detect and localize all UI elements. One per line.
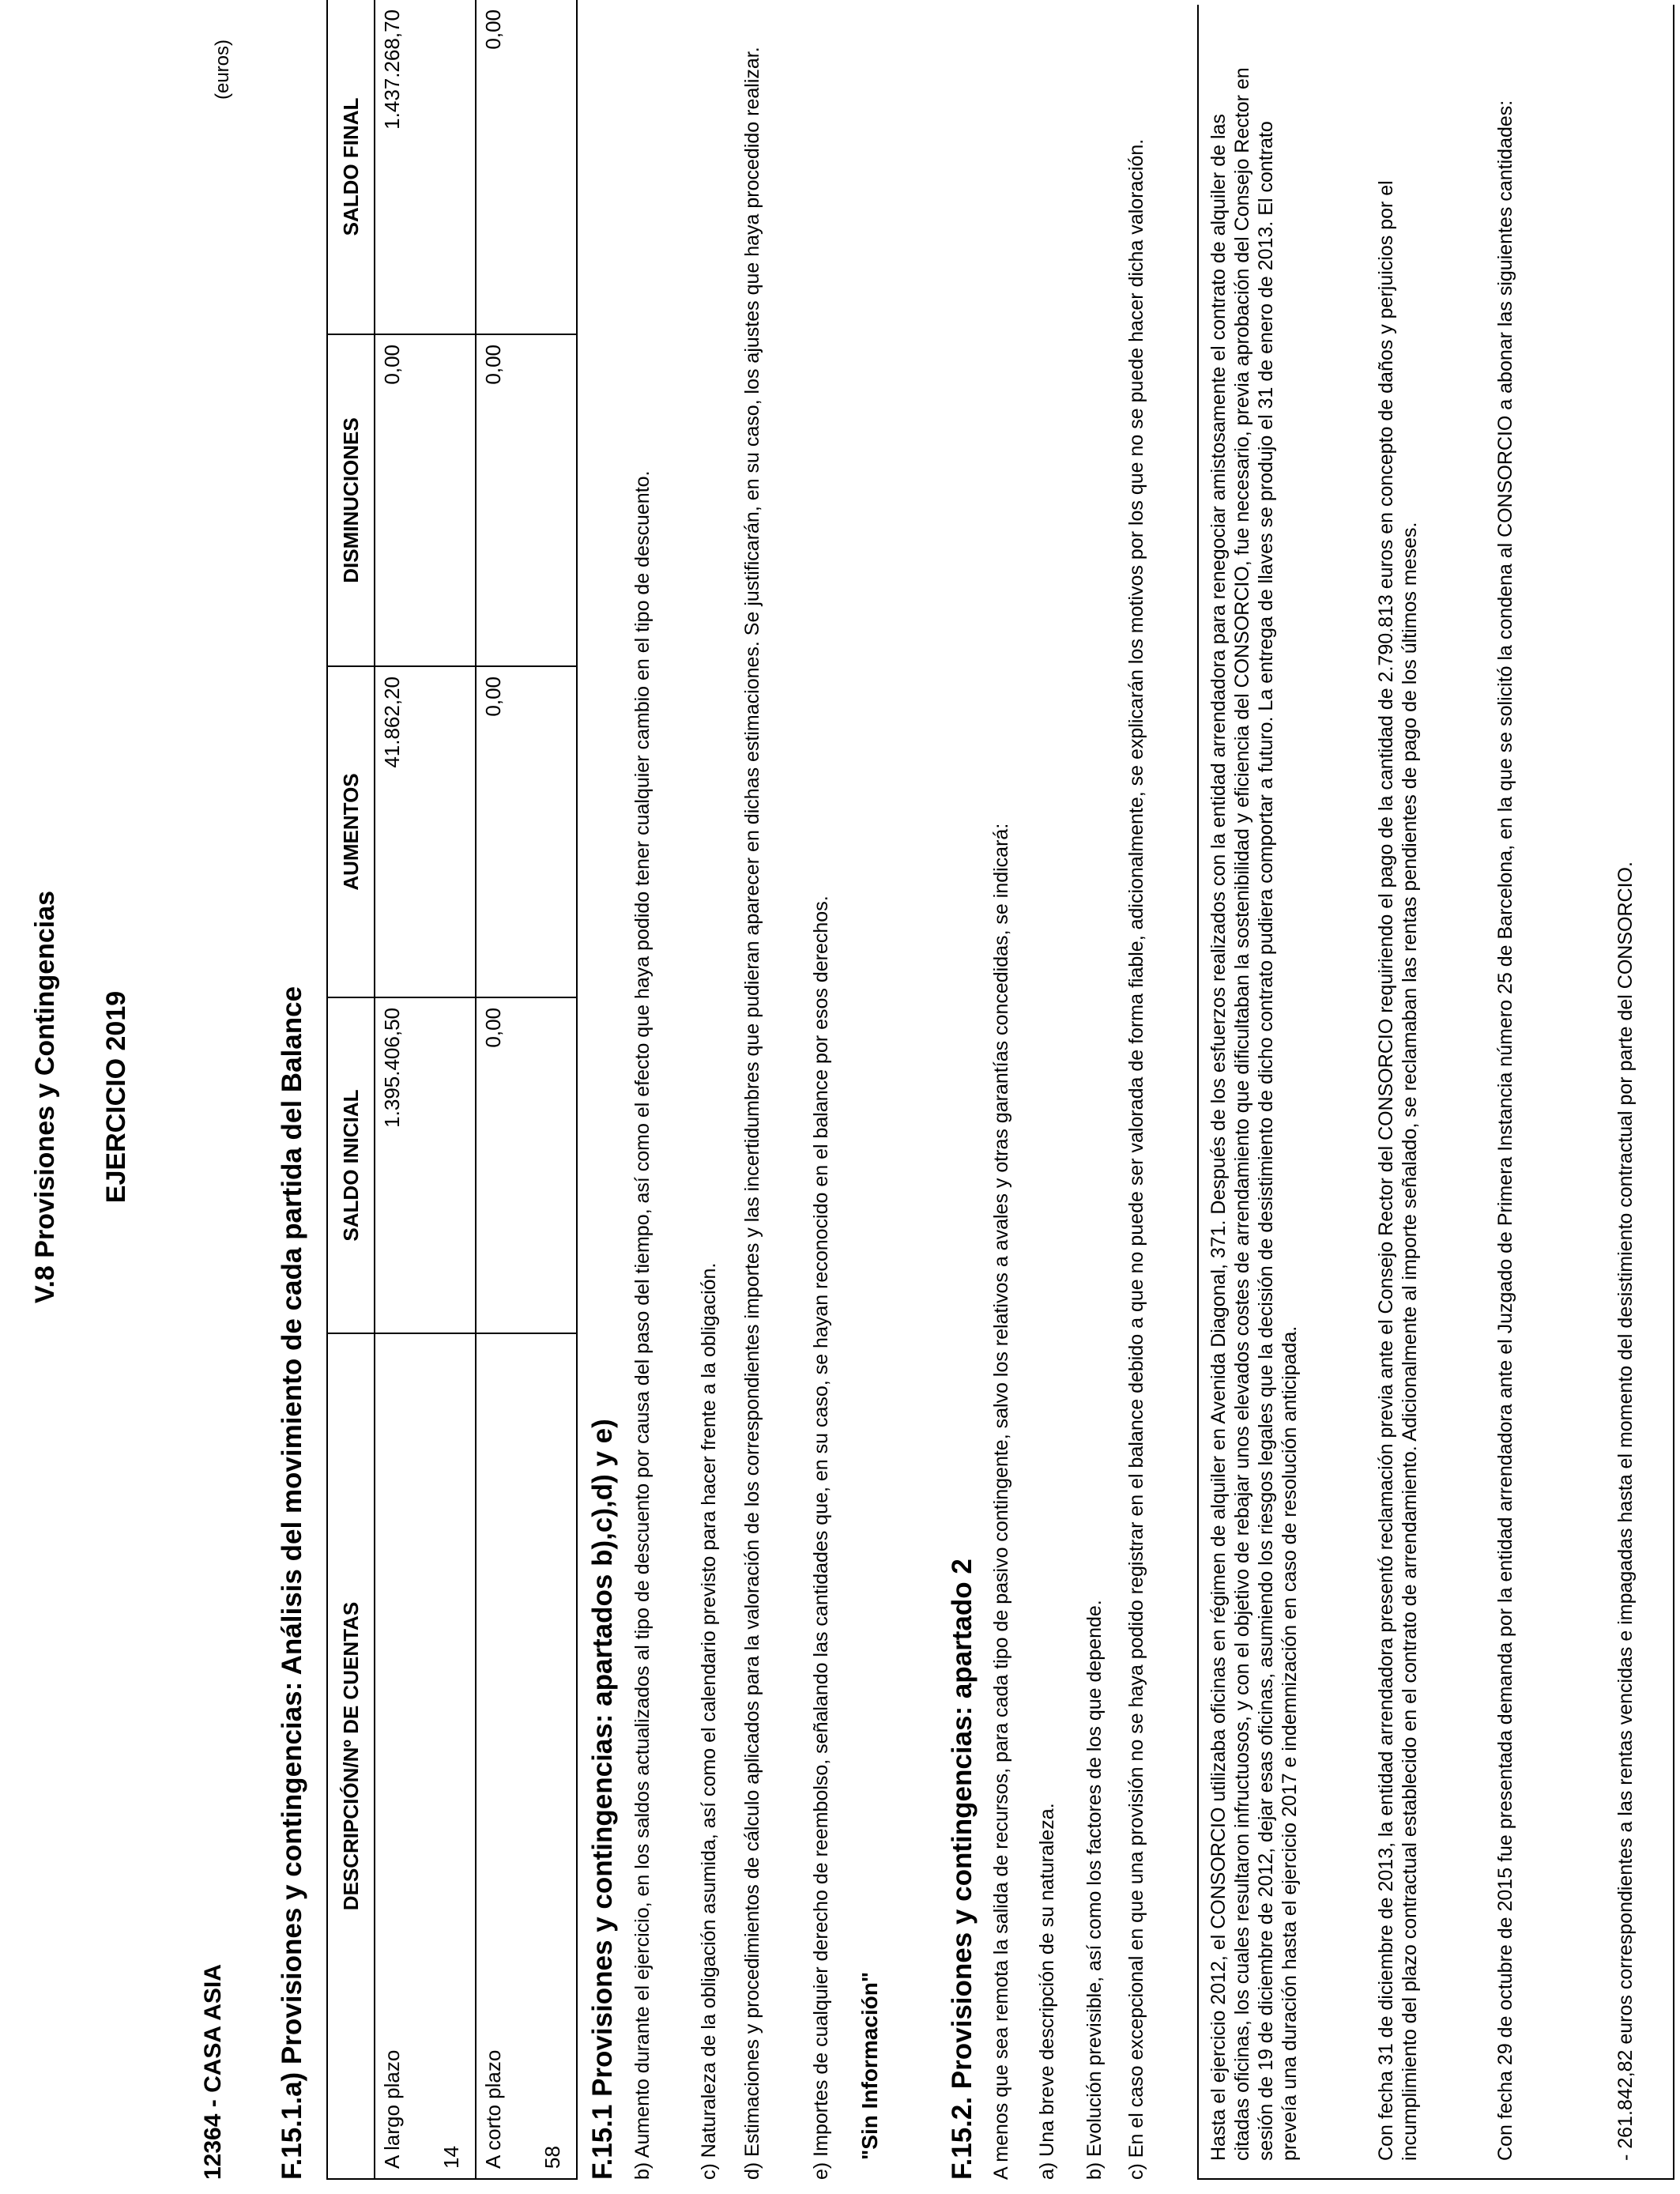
col-header-saldo-inicial: SALDO INICIAL (327, 997, 375, 1333)
note-paragraph-1: Hasta el ejercicio 2012, el CONSORCIO utilizaba oficinas en régimen de alquiler en Avenida Diagonal, 371. Después de los esfuerzos realizados con la entidad arrendadora para renegociar amistosamente el contrato de alquiler de las citadas oficinas, los cuales resultaron infructuosos, y con el objetivo de rebajar unos elevados costes de arrendamiento que dificultaban la sostenibilidad y eficiencia del CONSORCIO, fue necesario, previa aprobación del Consejo Rector en sesión de 19 de diciembre de 2012, dejar esas oficinas, asumiendo los riesgos legales que la decisión de desistimiento de dicho contrato pudiera comportar a futuro. La entrega de llaves se produjo el 31 de enero de 2013. El contrato preveía una duración hasta el ejercicio 2017 e indemnización en caso de resolución anticipada. (1207, 67, 1301, 2161)
currency-label: (euros) (212, 39, 233, 100)
cell-saldo-inicial: 0,00 (476, 997, 524, 1333)
cell-aumentos: 0,00 (476, 666, 524, 997)
col-header-aumentos: AUMENTOS (327, 666, 375, 997)
section-15-1-e: e) Importes de cualquier derecho de reembolso, señalando las cantidades que, en su caso, se hayan reconocido en el balance por esos derechos. (810, 895, 832, 2180)
section-15-2-a: a) Una breve descripción de su naturaleza. (1036, 1803, 1058, 2180)
row-account-code: 58 (524, 1333, 577, 2179)
section-15-2-b: b) Evolución previsible, así como los factores de los que depende. (1083, 1600, 1106, 2180)
section-15-2-c: c) En el caso excepcional en que una provisión no se haya podido registrar en el balance debido a que no puede ser valorada de forma fiable, adicionalmente, se explicarán los motivos por los que no se puede hacer dicha valoración. (1125, 138, 1147, 2180)
movement-table (326, 0, 578, 2180)
note-paragraph-2: Con fecha 31 de diciembre de 2013, la entidad arrendadora presentó reclamación previa ante el Consejo Rector del CONSORCIO requiriendo el pago de la cantidad de 2.790.813 euros en concepto de daños y perjuicios por el incumplimiento del plazo contractual establecido en el contrato de arrendamiento. Adicionalmente al importe señalado, se reclamaban las rentas pendientes de pago de los últimos meses. (1375, 180, 1421, 2161)
table-row (423, 0, 476, 2179)
col-header-disminuciones: DISMINUCIONES (327, 334, 375, 666)
cell-disminuciones: 0,00 (375, 334, 423, 666)
table-row (476, 0, 524, 2179)
cell-aumentos: 41.862,20 (375, 666, 423, 997)
cell-saldo-final: 0,00 (476, 0, 524, 334)
row-account-code: 14 (423, 1333, 476, 2179)
row-description: A corto plazo (476, 1333, 524, 2179)
movement-table-heading: F.15.1.a) Provisiones y contingencias: Análisis del movimiento de cada partida del Balance (277, 986, 307, 2180)
page-title: V.8 Provisiones y Contingencias (30, 890, 60, 1304)
section-15-1-heading: F.15.1 Provisiones y contingencias: apartados b),c),d) y e) (587, 1419, 618, 2180)
table-row (524, 0, 577, 2179)
contingency-notes-box (1197, 5, 1674, 2180)
section-15-1-d: d) Estimaciones y procedimientos de cálculo aplicados para la valoración de los correspondientes importes y las incertidumbres que pudieran aparecer en dichas estimaciones. Se justificarán, en su caso, los ajustes que haya procedido realizar. (741, 47, 763, 2180)
note-paragraph-4: - 261.842,82 euros correspondientes a las rentas vencidas e impagadas hasta el momento del desistimiento contractual por parte del CONSORCIO. (1614, 861, 1637, 2161)
no-information-note: "Sin Información" (857, 1971, 882, 2160)
note-paragraph-3: Con fecha 29 de octubre de 2015 fue presentada demanda por la entidad arrendadora ante el Juzgado de Primera Instancia número 25 de Barcelona, en la que se solicitó la condena al CONSORCIO a abonar las siguientes cantidades: (1494, 100, 1516, 2161)
col-header-saldo-final: SALDO FINAL (327, 0, 375, 334)
section-15-1-b: b) Aumento durante el ejercicio, en los saldos actualizados al tipo de descuento por causa del paso del tiempo, así como el efecto que haya podido tener cualquier cambio en el tipo de descuento. (631, 470, 654, 2180)
exercise-title: EJERCICIO 2019 (101, 990, 131, 1204)
section-15-1-c: c) Naturaleza de la obligación asumida, así como el calendario previsto para hacer frente a la obligación. (698, 1262, 720, 2180)
row-description: A largo plazo (375, 1333, 423, 2179)
entity-name: 12364 - CASA ASIA (200, 1964, 226, 2180)
cell-disminuciones: 0,00 (476, 334, 524, 666)
section-15-2-heading: F.15.2. Provisiones y contingencias: apartado 2 (947, 1559, 977, 2180)
section-15-2-intro: A menos que sea remota la salida de recursos, para cada tipo de pasivo contingente, salvo los relativos a avales y otras garantías concedidas, se indicará: (990, 823, 1012, 2180)
col-header-description: DESCRIPCIÓN/Nº DE CUENTAS (327, 1333, 375, 2179)
cell-saldo-final: 1.437.268,70 (375, 0, 423, 334)
table-row (375, 0, 423, 2179)
cell-saldo-inicial: 1.395.406,50 (375, 997, 423, 1333)
